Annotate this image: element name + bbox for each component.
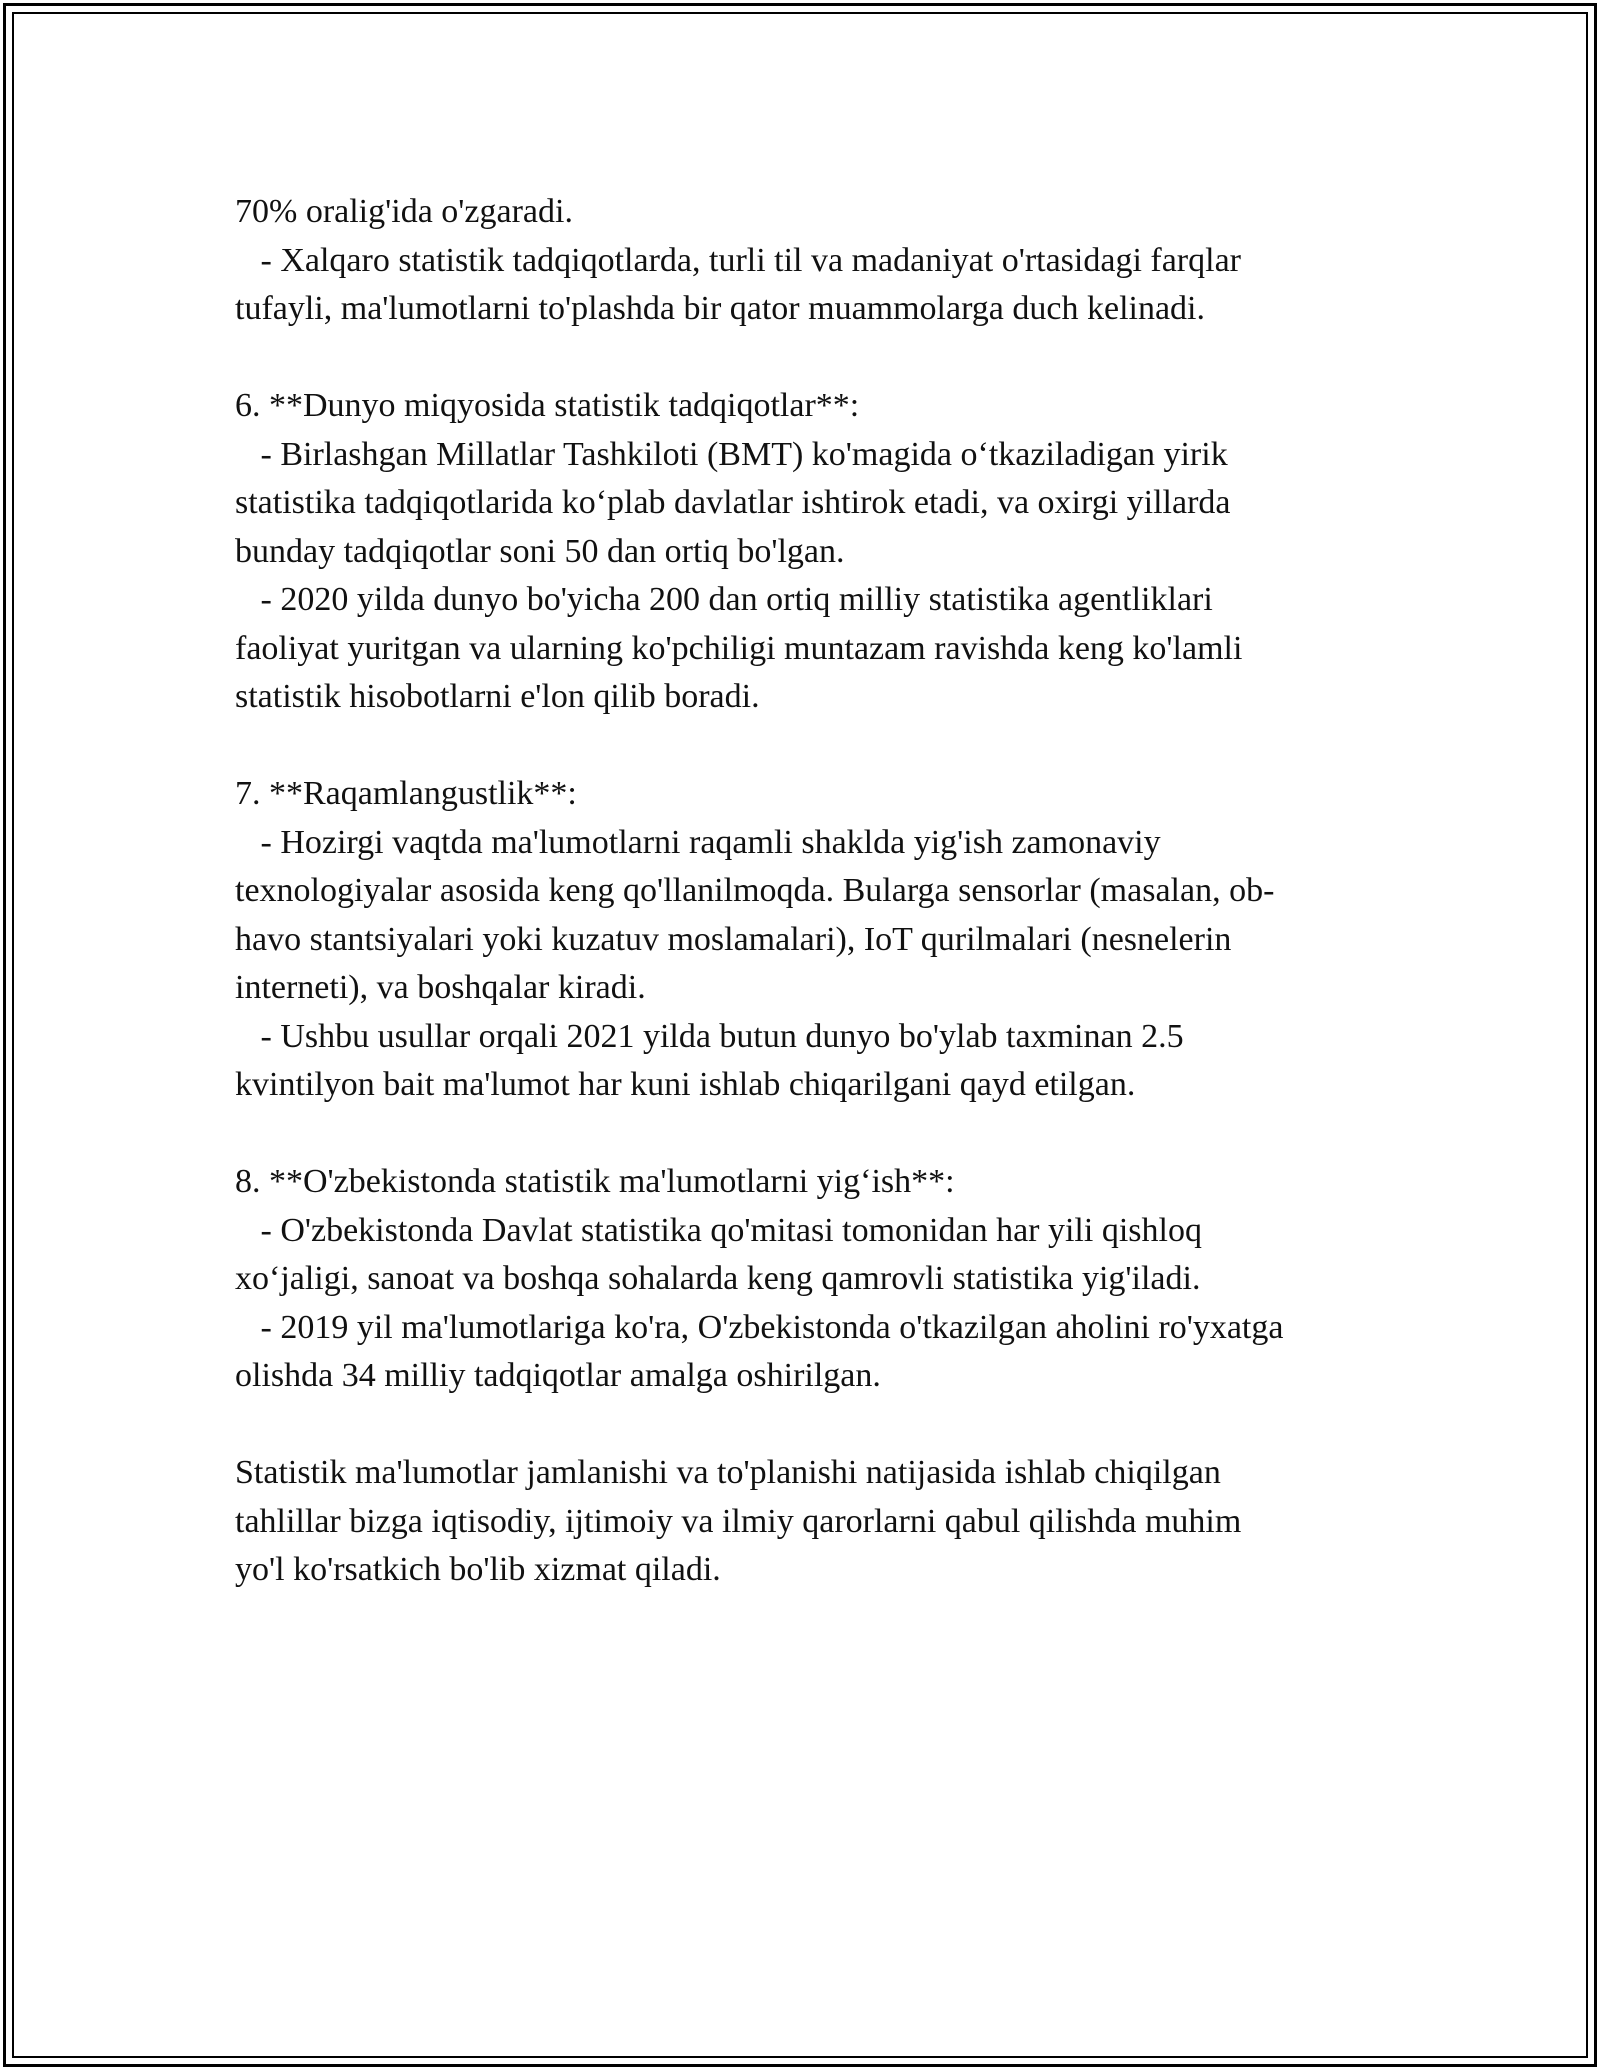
- text-line: yo'l ko'rsatkich bo'lib xizmat qiladi.: [235, 1551, 721, 1588]
- section-8: [235, 1158, 1410, 1401]
- text-line: bunday tadqiqotlar soni 50 dan ortiq bo'lgan.: [235, 532, 845, 570]
- paragraph-spacer: [235, 334, 1410, 383]
- text-line: - O'zbekistonda Davlat statistika qo'mitasi tomonidan har yili qishloq: [235, 1211, 1202, 1249]
- text-line: Statistik ma'lumotlar jamlanishi va to'planishi natijasida ishlab chiqilgan: [235, 1454, 1221, 1491]
- text-line: - 2019 yil ma'lumotlariga ko'ra, O'zbekistonda o'tkazilgan aholini ro'yxatga: [235, 1308, 1284, 1346]
- text-line: tahlillar bizga iqtisodiy, ijtimoiy va ilmiy qarorlarni qabul qilishda muhim: [235, 1502, 1242, 1540]
- text-line: statistik hisobotlarni e'lon qilib boradi.: [235, 678, 760, 715]
- text-line: havo stantsiyalari yoki kuzatuv moslamalari), IoT qurilmalari (nesnelerin: [235, 920, 1232, 958]
- paragraph-spacer: [235, 1110, 1410, 1159]
- section-heading: 6. **Dunyo miqyosida statistik tadqiqotlar**:: [235, 387, 860, 424]
- intro-paragraph: [235, 188, 1410, 334]
- section-heading: 7. **Raqamlangustlik**:: [235, 775, 577, 812]
- paragraph-spacer: [235, 722, 1410, 771]
- text-line: faoliyat yuritgan va ularning ko'pchiligi muntazam ravishda keng ko'lamli: [235, 629, 1243, 667]
- paragraph-spacer: [235, 1401, 1410, 1450]
- text-line: tufayli, ma'lumotlarni to'plashda bir qator muammolarga duch kelinadi.: [235, 290, 1205, 327]
- text-line: texnologiyalar asosida keng qo'llanilmoqda. Bularga sensorlar (masalan, ob-: [235, 872, 1275, 909]
- document-body: [235, 188, 1410, 1595]
- text-line: - Xalqaro statistik tadqiqotlarda, turli til va madaniyat o'rtasidagi farqlar: [235, 241, 1241, 279]
- text-line: olishda 34 milliy tadqiqotlar amalga oshirilgan.: [235, 1357, 881, 1394]
- section-7: [235, 770, 1410, 1110]
- section-6: [235, 382, 1410, 722]
- text-line: - Hozirgi vaqtda ma'lumotlarni raqamli shaklda yig'ish zamonaviy: [235, 823, 1161, 861]
- section-heading: 8. **O'zbekistonda statistik ma'lumotlarni yig‘ish**:: [235, 1163, 955, 1200]
- text-line: - Ushbu usullar orqali 2021 yilda butun dunyo bo'ylab taxminan 2.5: [235, 1017, 1184, 1055]
- conclusion-paragraph: [235, 1449, 1410, 1595]
- text-line: interneti), va boshqalar kiradi.: [235, 969, 646, 1006]
- text-line: kvintilyon bait ma'lumot har kuni ishlab chiqarilgani qayd etilgan.: [235, 1066, 1136, 1103]
- text-line: 70% oralig'ida o'zgaradi.: [235, 193, 573, 230]
- text-line: - Birlashgan Millatlar Tashkiloti (BMT) ko'magida o‘tkaziladigan yirik: [235, 435, 1228, 473]
- text-line: - 2020 yilda dunyo bo'yicha 200 dan ortiq milliy statistika agentliklari: [235, 581, 1213, 618]
- text-line: xo‘jaligi, sanoat va boshqa sohalarda keng qamrovli statistika yig'iladi.: [235, 1260, 1201, 1297]
- text-line: statistika tadqiqotlarida ko‘plab davlatlar ishtirok etadi, va oxirgi yillarda: [235, 484, 1231, 521]
